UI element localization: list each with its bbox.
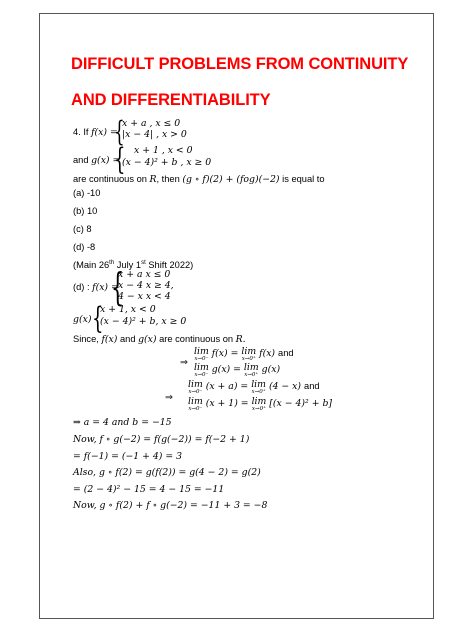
f-case-1: x + a , x ≤ 0 (122, 118, 181, 129)
result-a-b: ⇒ a = 4 and b = −15 (73, 417, 172, 428)
since-line: Since, f(x) and g(x) are continuous on R. (73, 334, 246, 345)
final-answer: Now, g ∘ f(2) + f ∘ g(−2) = −11 + 3 = −8 (73, 500, 268, 511)
question-stem: are continuous on R, then (g ∘ f)(2) + (fog)(−2) is equal to (73, 174, 325, 185)
limit-row-3: lim x→0⁻ (x + a) = lim x→0⁺ (4 − x) and (188, 379, 320, 395)
implies-arrow-2: ⇒ (165, 392, 173, 402)
question-g-definition: and g(x) = (73, 155, 121, 166)
option-d: (d) -8 (73, 242, 96, 252)
implies-arrow-1: ⇒ (180, 357, 188, 367)
solution-f-definition: (d) : f(x) = (73, 282, 119, 293)
f2-case-2: x − 4 x ≥ 4, (118, 280, 174, 291)
document-title-line-1: DIFFICULT PROBLEMS FROM CONTINUITY (71, 55, 409, 73)
option-c: (c) 8 (73, 224, 92, 234)
f-case-2: |x − 4| , x > 0 (122, 129, 187, 140)
option-b: (b) 10 (73, 206, 98, 216)
brace-f2: { (111, 265, 125, 309)
document-title-line-2: AND DIFFERENTIABILITY (71, 91, 271, 109)
exam-source: (Main 26th July 1st Shift 2022) (73, 260, 194, 270)
g-case-1: x + 1 , x < 0 (134, 145, 193, 156)
brace-g2: { (92, 301, 104, 336)
f2-case-3: 4 − x x < 4 (118, 291, 171, 302)
limit-row-1: lim x→0⁻ f(x) = lim x→0⁺ f(x) and (194, 346, 294, 362)
compute-fog-line-2: = f(−1) = (−1 + 4) = 3 (73, 451, 183, 462)
solution-g-definition: g(x) (73, 314, 92, 325)
g-case-2: (x − 4)² + b , x ≥ 0 (122, 157, 212, 168)
g2-case-2: (x − 4)² + b, x ≥ 0 (100, 316, 187, 327)
compute-gof-line-1: Also, g ∘ f(2) = g(f(2)) = g(4 − 2) = g(2) (73, 467, 261, 478)
brace-g: { (114, 142, 126, 177)
brace-f: { (114, 115, 125, 148)
compute-gof-line-2: = (2 − 4)² − 15 = 4 − 15 = −11 (73, 484, 225, 495)
option-a: (a) -10 (73, 188, 101, 198)
question-f-definition: 4. If f(x) = (73, 127, 118, 138)
limit-row-4: lim x→0⁻ (x + 1) = lim x→0⁺ [(x − 4)² + b] (188, 396, 333, 412)
g2-case-1: x + 1, x < 0 (100, 304, 156, 315)
limit-row-2: lim x→0⁻ g(x) = lim x→0⁺ g(x) (194, 362, 281, 378)
f2-case-1: x + a x ≤ 0 (118, 269, 171, 280)
compute-fog-line-1: Now, f ∘ g(−2) = f(g(−2)) = f(−2 + 1) (73, 434, 250, 445)
